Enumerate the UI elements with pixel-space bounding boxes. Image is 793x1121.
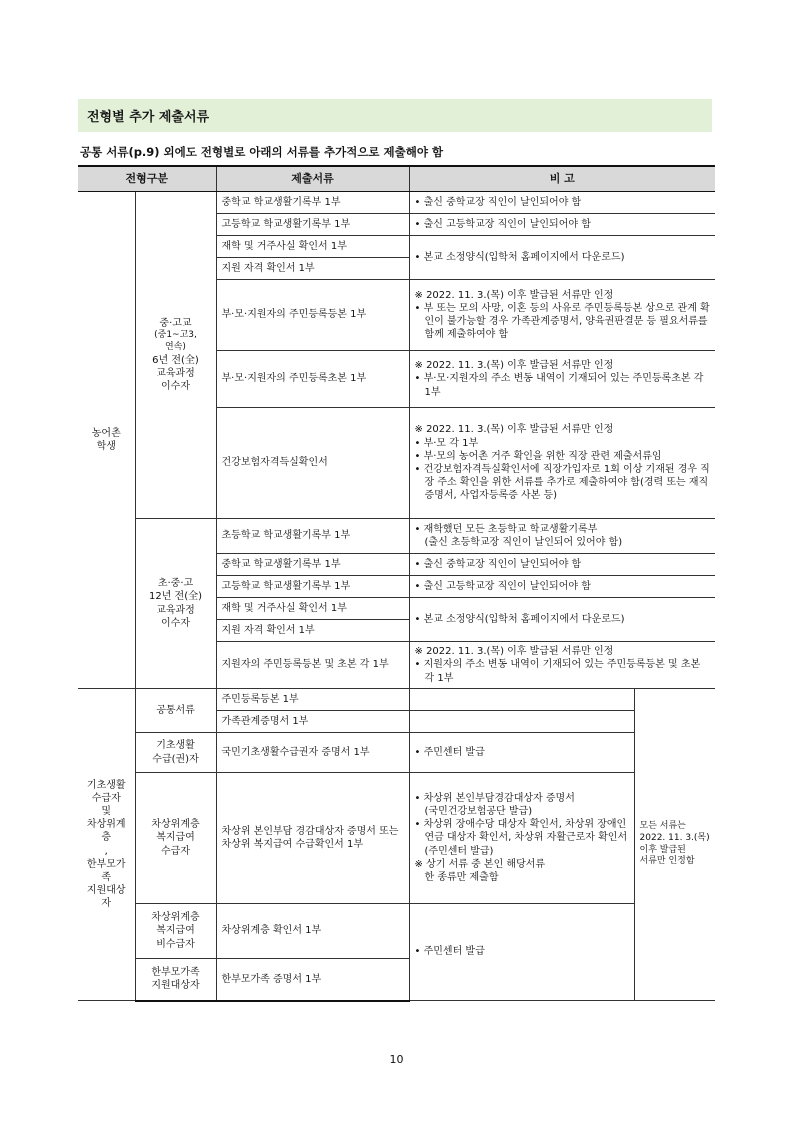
remark-line: • 부·모 각 1부 (414, 437, 479, 449)
single-parent-label-a: 한부모가족 (151, 967, 200, 979)
rural-group2-label-c: 교육과정 (156, 604, 195, 616)
non-recipient-label-b: 복지급여 (156, 925, 195, 937)
non-recipient-label-c: 비수급자 (156, 938, 195, 950)
doc-cell: 부·모·지원자의 주민등록등본 1부 (216, 280, 409, 351)
doc-cell: 지원자의 주민등록등본 및 초본 각 1부 (216, 642, 409, 689)
remark-line: • 재학했던 모든 초등학교 학교생활기록부 (414, 523, 598, 535)
side-note-c: 이후 발급된 (639, 844, 686, 855)
section-title: 전형별 추가 제출서류 (87, 110, 210, 125)
doc-cell: 고등학교 학교생활기록부 1부 (216, 576, 409, 598)
side-note (634, 689, 715, 1001)
remark-line: • 차상위 본인부담경감대상자 증명서 (414, 792, 575, 804)
remark-line: • 지원자의 주소 변동 내역이 기재되어 있는 주민등록등본 및 초본 각 1부 (414, 659, 701, 684)
remark-line: ※ 2022. 11. 3.(목) 이후 발급된 서류만 인정 (414, 424, 614, 436)
near-poverty-label-c: 수급자 (161, 845, 190, 857)
rural-group1-label-a: 중·고교 (159, 317, 192, 329)
common-docs-label: 공통서류 (135, 689, 216, 733)
rural-group1-label-b: (중1~고3, (154, 329, 197, 340)
rural-group2-label (135, 519, 216, 689)
doc-cell: 가족관계증명서 1부 (216, 711, 409, 733)
side-note-d: 서류만 인정함 (639, 856, 695, 867)
header-category: 전형구분 (78, 166, 216, 192)
near-poverty-label (135, 773, 216, 904)
header-remarks: 비 고 (409, 166, 715, 192)
rural-label-text: 농어촌 학생 (91, 427, 121, 452)
rural-group1-label-c: 연속) (165, 341, 186, 352)
table-row (78, 689, 715, 711)
doc-cell: 중학교 학교생활기록부 1부 (216, 554, 409, 576)
rural-group1-label-d: 6년 전(全) (152, 354, 199, 366)
doc-cell: 초등학교 학교생활기록부 1부 (216, 519, 409, 554)
remark-cell-empty (409, 689, 634, 711)
non-recipient-label (135, 904, 216, 959)
non-recipient-label-a: 차상위계층 (151, 912, 200, 924)
welfare-label-f: 한부모가족 (86, 858, 126, 883)
remark-cell: • 출신 고등학교장 직인이 날인되어야 함 (409, 214, 715, 236)
single-parent-label-b: 지원대상자 (151, 980, 200, 992)
remark-line: (출신 초등학교장 직인이 날인되어 있어야 함) (424, 537, 623, 548)
remark-line: (주민센터 발급) (424, 845, 494, 857)
rural-group2-label-a: 초·중·고 (157, 578, 194, 590)
doc-cell: 건강보험자격득실확인서 (216, 408, 409, 519)
doc-cell: 중학교 학교생활기록부 1부 (216, 192, 409, 214)
remark-cell: • 출신 중학교장 직인이 날인되어야 함 (409, 554, 715, 576)
remark-cell: • 주민센터 발급 (409, 904, 634, 1001)
doc-cell: 차상위 본인부담 경감대상자 증명서 또는 차상위 복지급여 수급확인서 1부 (216, 773, 409, 904)
remark-cell (409, 408, 715, 519)
remark-cell (409, 280, 715, 351)
remark-line: 한 종류만 제출함 (424, 871, 499, 883)
remark-cell: • 주민센터 발급 (409, 733, 634, 773)
remark-line: ※ 상기 서류 중 본인 해당서류 (414, 858, 546, 870)
table-header-row (78, 166, 715, 192)
rural-group1-label (135, 192, 216, 519)
doc-cell: 차상위계층 확인서 1부 (216, 904, 409, 959)
table-row (78, 519, 715, 554)
remark-cell (409, 773, 634, 904)
rural-group2-label-d: 이수자 (161, 617, 190, 629)
remark-cell: • 출신 고등학교장 직인이 날인되어야 함 (409, 576, 715, 598)
doc-cell: 주민등록등본 1부 (216, 689, 409, 711)
rural-group1-label-f: 이수자 (161, 381, 190, 393)
table-row (78, 904, 715, 959)
remark-cell: • 본교 소정양식(입학처 홈페이지에서 다운로드) (409, 598, 715, 642)
table-row (78, 192, 715, 214)
basic-label (135, 733, 216, 773)
welfare-label-c: 및 (101, 805, 112, 817)
welfare-label-b: 수급자 (91, 792, 121, 804)
doc-cell: 부·모·지원자의 주민등록초본 1부 (216, 351, 409, 408)
welfare-label-a: 기초생활 (86, 779, 126, 791)
remark-line: • 건강보험자격득실확인서에 직장가입자로 1회 이상 기재된 경우 직장 주소 확인을 위한 서류를 추가로 제출하여야 함(경력 또는 재직증명서, 사업자등록증 사본 등) (414, 464, 710, 502)
doc-cell: 국민기초생활수급권자 증명서 1부 (216, 733, 409, 773)
section-title-bar (78, 99, 712, 132)
near-poverty-label-b: 복지급여 (156, 832, 195, 844)
remark-line: ※ 2022. 11. 3.(목) 이후 발급된 서류만 인정 (414, 646, 614, 658)
basic-label-a: 기초생활 (156, 740, 195, 752)
remark-line: • 부·모·지원자의 주소 변동 내역이 기재되어 있는 주민등록초본 각 1부 (414, 373, 704, 398)
remark-line: (국민건강보험공단 발급) (424, 806, 533, 818)
welfare-label-g: 지원대상자 (86, 885, 126, 910)
welfare-label-e: , (104, 845, 108, 857)
near-poverty-label-a: 차상위계층 (151, 819, 200, 831)
doc-cell: 지원 자격 확인서 1부 (216, 258, 409, 280)
remark-cell (409, 642, 715, 689)
doc-cell: 한부모가족 증명서 1부 (216, 959, 409, 1001)
side-note-b: 2022. 11. 3.(목) (639, 832, 710, 843)
doc-cell: 재학 및 거주사실 확인서 1부 (216, 236, 409, 258)
side-note-a: 모든 서류는 (639, 820, 686, 831)
doc-cell: 재학 및 거주사실 확인서 1부 (216, 598, 409, 620)
remark-cell-empty (409, 711, 634, 733)
rural-label (78, 192, 135, 689)
remark-cell: • 출신 중학교장 직인이 날인되어야 함 (409, 192, 715, 214)
basic-label-b: 수급(권)자 (152, 753, 199, 765)
single-parent-label (135, 959, 216, 1001)
remark-line: • 부 또는 모의 사망, 이혼 등의 사유로 주민등록등본 상으로 관계 확인이 불가능할 경우 가족관계증명서, 양육권판결문 등 필요서류를 함께 제출하여야 함 (414, 302, 710, 341)
doc-cell: 고등학교 학교생활기록부 1부 (216, 214, 409, 236)
header-documents: 제출서류 (216, 166, 409, 192)
documents-table (78, 165, 715, 1002)
remark-line: • 부·모의 농어촌 거주 확인을 위한 직장 관련 제출서류임 (414, 450, 662, 462)
table-row (78, 773, 715, 904)
remark-cell (409, 351, 715, 408)
page-number: 10 (389, 1053, 404, 1066)
doc-cell: 지원 자격 확인서 1부 (216, 620, 409, 642)
table-row (78, 733, 715, 773)
rural-group1-label-e: 교육과정 (156, 367, 195, 379)
welfare-label (78, 689, 135, 1001)
remark-cell (409, 519, 715, 554)
remark-line: ※ 2022. 11. 3.(목) 이후 발급된 서류만 인정 (414, 289, 614, 301)
remark-line: • 차상위 장애수당 대상자 확인서, 차상위 장애인연금 대상자 확인서, 차상위 자활근로자 확인서 (414, 819, 628, 844)
remark-line: ※ 2022. 11. 3.(목) 이후 발급된 서류만 인정 (414, 360, 614, 372)
rural-group2-label-b: 12년 전(全) (148, 591, 203, 603)
subtitle: 공통 서류(p.9) 외에도 전형별로 아래의 서류를 추가적으로 제출해야 함 (80, 145, 444, 159)
welfare-label-d: 차상위계층 (86, 819, 126, 844)
remark-cell: • 본교 소정양식(입학처 홈페이지에서 다운로드) (409, 236, 715, 280)
